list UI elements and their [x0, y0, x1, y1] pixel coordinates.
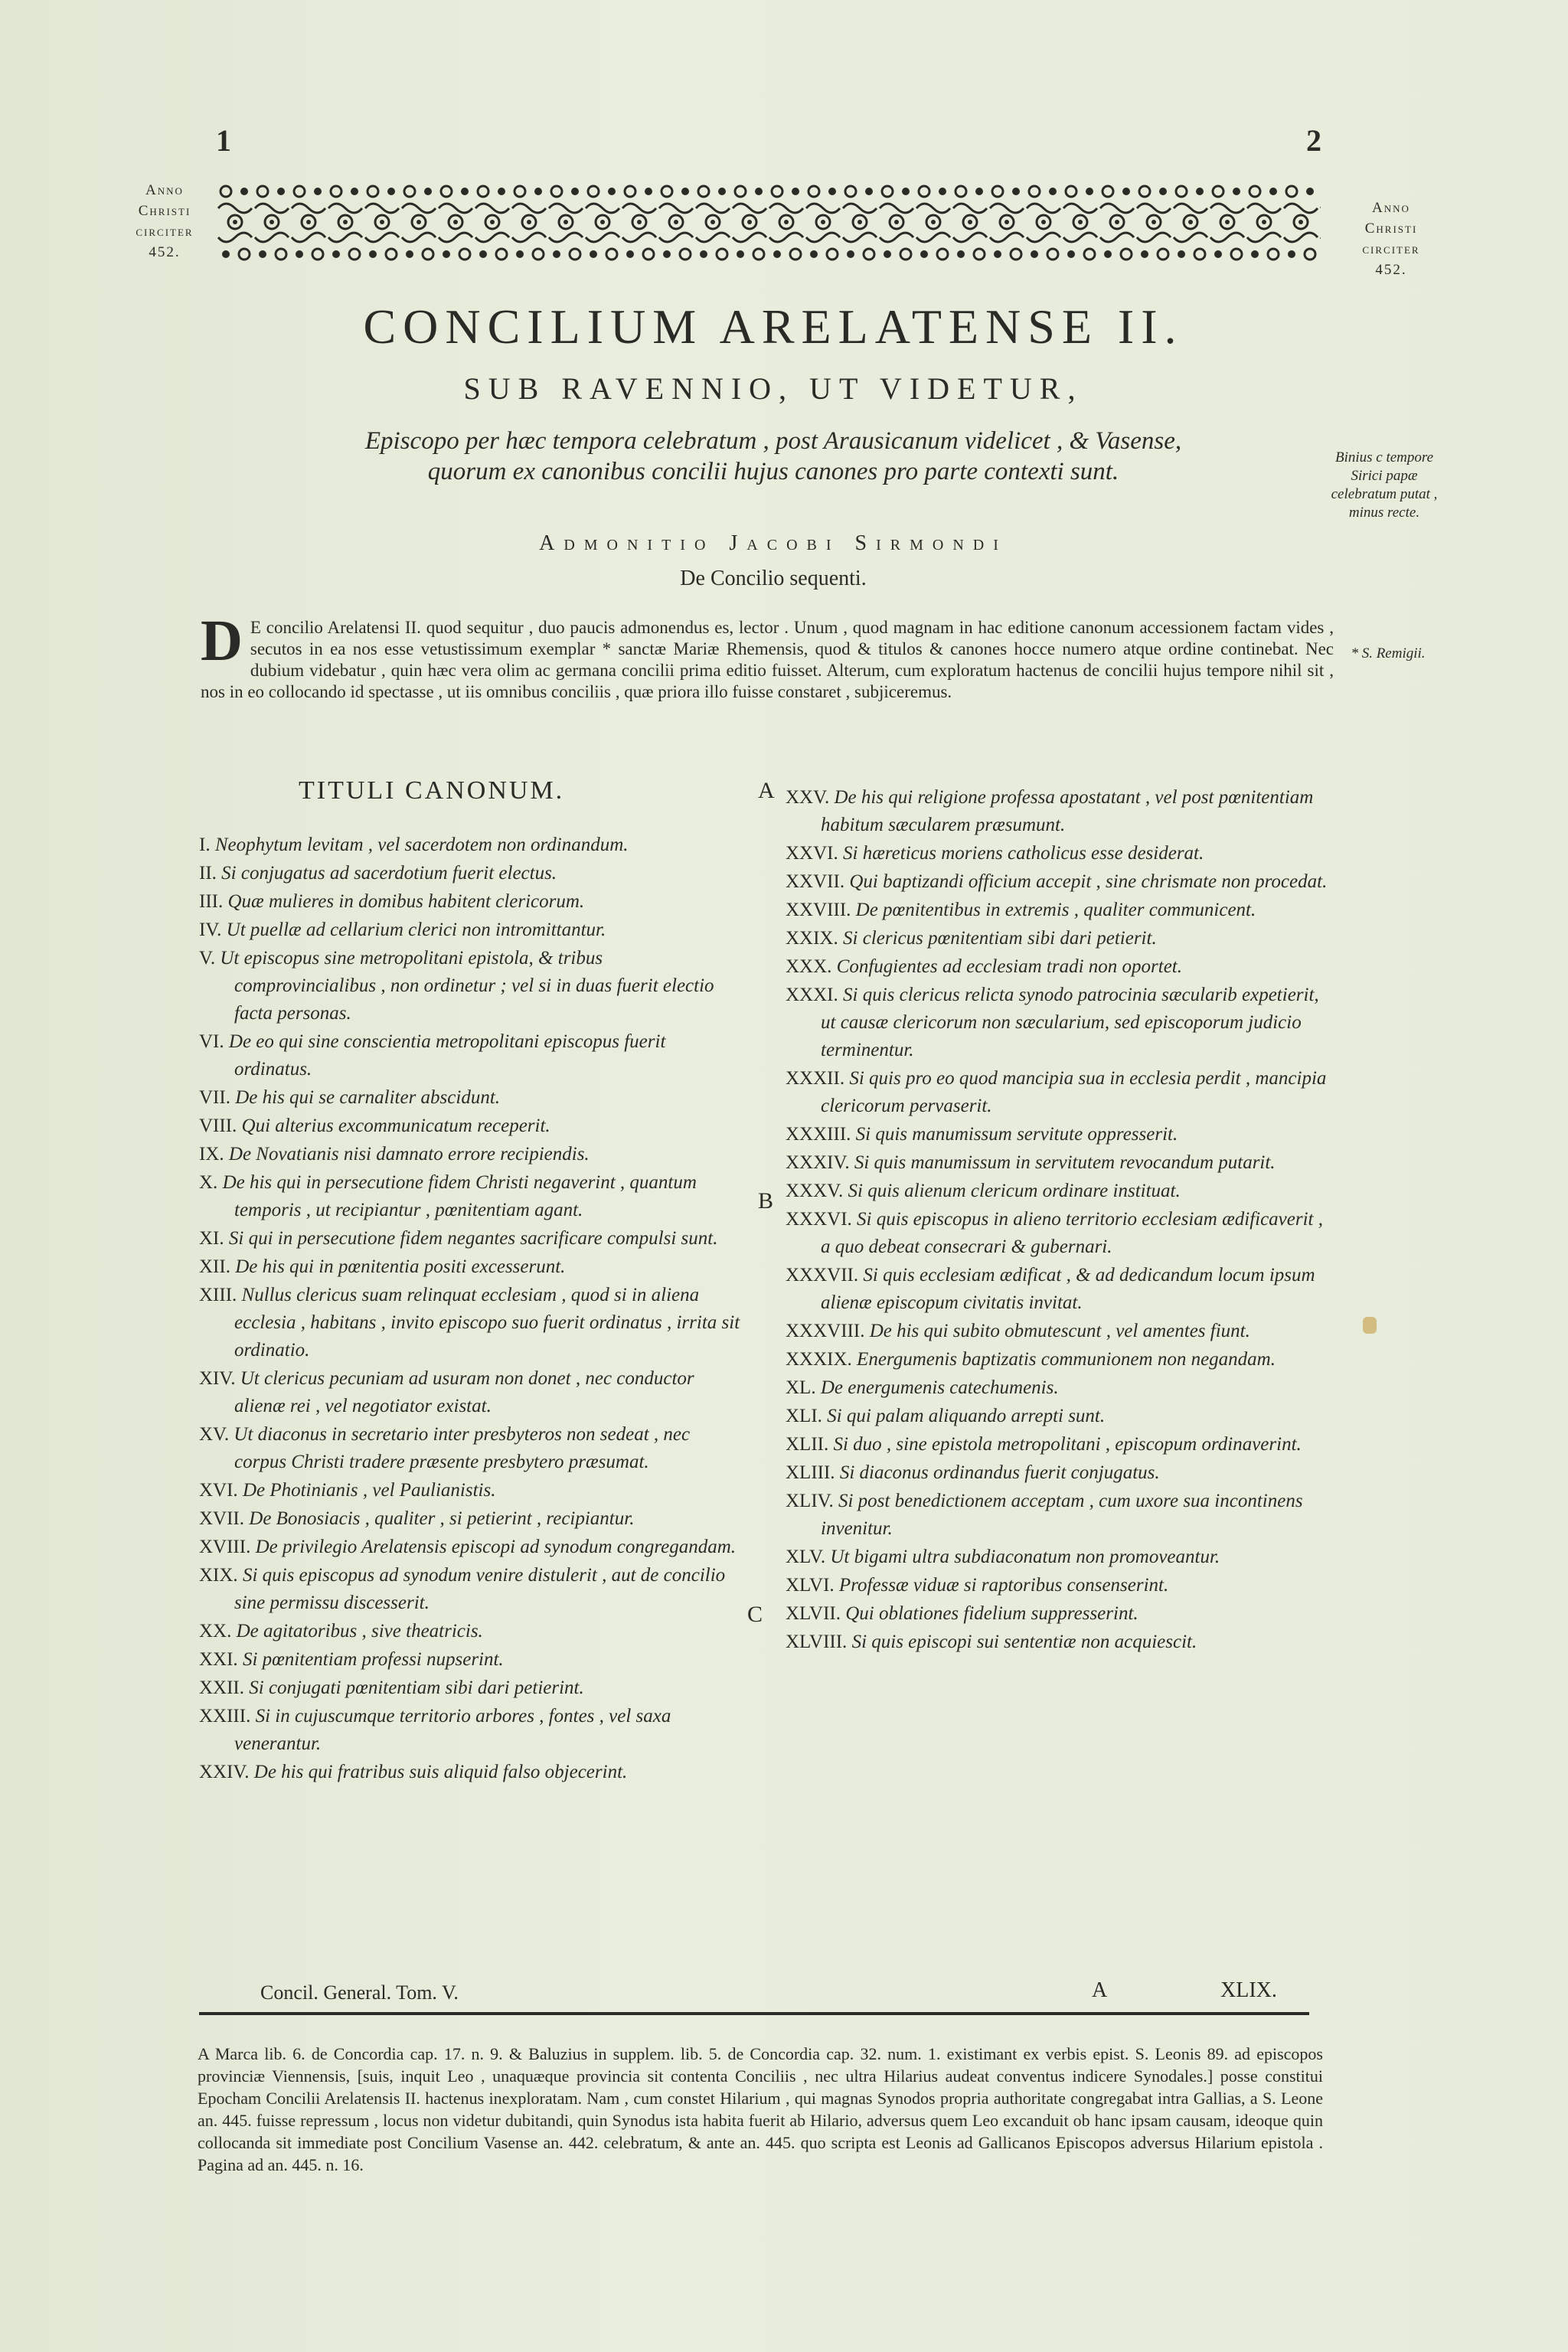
canon-text: Si quis episcopus in alieno territorio ecclesiam ædificaverit , a quo debeat consecrari & gubernari.: [821, 1209, 1323, 1257]
canon-text: Qui oblationes fidelium suppresserint.: [845, 1603, 1138, 1624]
canon-number: XIX.: [199, 1565, 238, 1586]
canons-column-left: [199, 831, 744, 1787]
canon-text: De his qui in persecutione fidem Christi negaverint , quantum temporis , ut recipiantur , pœnitentiam agant.: [222, 1172, 697, 1220]
canon-number: XXXVII.: [786, 1265, 859, 1285]
margin-note-binius: Binius c tempore Sirici papæ celebratum putat , minus recte.: [1331, 449, 1438, 521]
canon-number: II.: [199, 863, 217, 884]
canon-text: De his qui subito obmutescunt , vel amentes fiunt.: [869, 1321, 1250, 1341]
canon-entry: [786, 1600, 1331, 1628]
canon-number: XXIII.: [199, 1706, 251, 1726]
canon-number: XXI.: [199, 1649, 238, 1670]
canon-text: Si quis manumissum in servitutem revocandum putarit.: [854, 1152, 1276, 1173]
canon-number: I.: [199, 835, 211, 855]
canon-entry: [199, 1169, 744, 1224]
canon-number: XLVII.: [786, 1603, 841, 1624]
canon-entry: [786, 1346, 1331, 1374]
anno-line: 452.: [1375, 262, 1407, 278]
concilium-title: CONCILIUM ARELATENSE II.: [363, 299, 1184, 354]
canon-text: De pœnitentibus in extremis , qualiter communicent.: [855, 900, 1256, 920]
volume-footer: Concil. General. Tom. V.: [260, 1981, 459, 2004]
anno-line: circiter: [136, 224, 194, 240]
canon-entry: [199, 1028, 744, 1083]
canon-number: XLV.: [786, 1547, 826, 1567]
canon-entry: [786, 840, 1331, 867]
canon-number: XXV.: [786, 787, 830, 808]
canon-number: III.: [199, 891, 224, 912]
canon-text: De Novatianis nisi damnato errore recipiendis.: [228, 1144, 590, 1165]
section-letter-c: C: [747, 1602, 763, 1627]
canon-text: Qui alterius excommunicatum receperit.: [241, 1116, 550, 1136]
canon-entry: [786, 1403, 1331, 1430]
canon-number: IX.: [199, 1144, 224, 1165]
canon-number: XXXI.: [786, 985, 838, 1005]
canon-text: Si quis episcopi sui sententiæ non acquiescit.: [851, 1632, 1197, 1652]
canon-number: XXXIV.: [786, 1152, 850, 1173]
canon-number: VII.: [199, 1087, 230, 1108]
section-letter-b: B: [758, 1188, 774, 1214]
catchword: XLIX.: [1220, 1978, 1277, 2002]
canon-entry: [199, 831, 744, 859]
canon-entry: [786, 1178, 1331, 1205]
canon-number: XII.: [199, 1256, 230, 1277]
concilium-subtitle: SUB RAVENNIO, UT VIDETUR,: [463, 371, 1083, 406]
anno-christi-left: [115, 180, 214, 263]
canon-text: Ut puellæ ad cellarium clerici non intromittantur.: [226, 920, 606, 940]
canon-entry: [199, 1505, 744, 1533]
canon-text: Si hæreticus moriens catholicus esse desiderat.: [843, 843, 1204, 864]
canon-number: XLI.: [786, 1406, 822, 1426]
canon-text: Ut episcopus sine metropolitani epistola, & tribus comprovincialibus , non ordinetur ; vel si in duas fuerit electio facta personas.: [220, 948, 714, 1024]
canon-entry: [199, 916, 744, 944]
canon-text: De his qui religione professa apostatant , vel post pœnitentiam habitum sæcularem præsumunt.: [821, 787, 1314, 835]
canon-entry: [199, 1534, 744, 1561]
canon-number: XX.: [199, 1621, 232, 1642]
canon-text: Si qui palam aliquando arrepti sunt.: [827, 1406, 1106, 1426]
canon-number: VIII.: [199, 1116, 237, 1136]
canon-number: XXVIII.: [786, 900, 851, 920]
canon-entry: [199, 1365, 744, 1420]
canon-entry: [786, 1628, 1331, 1656]
canon-entry: [199, 1477, 744, 1504]
canon-text: Si conjugati pœnitentiam sibi dari petierint.: [249, 1677, 584, 1698]
ornamental-header-band: [217, 178, 1321, 268]
canon-text: Si duo , sine epistola metropolitani , episcopum ordinaverint.: [833, 1434, 1302, 1455]
paper-stain: [1363, 1317, 1377, 1334]
canon-entry: [199, 888, 744, 916]
canon-entry: [199, 945, 744, 1027]
canon-entry: [786, 1488, 1331, 1543]
canon-text: Si post benedictionem acceptam , cum uxore sua incontinens invenitur.: [821, 1491, 1303, 1539]
canon-text: Si qui in persecutione fidem negantes sacrificare compulsi sunt.: [228, 1228, 718, 1249]
canon-text: Professæ viduæ si raptoribus consenserint.: [838, 1575, 1169, 1596]
footnote-text: A Marca lib. 6. de Concordia cap. 17. n. 9. & Baluzius in supplem. lib. 5. de Concordia cap. 32. num. 1. existimant ex verbis epist. S. Leonis 89. ad episcopos provinciæ Viennensis, [suis, inquit Leo , unaquæque provincia sit contenta Conciliis , nec ultra Hilarius audeat conventus indicere Synodales.] posse constitui Epocham Concilii Arelatensis II. hactenus inexploratam. Nam , cum constet Hilarium , qui magnas Synodos propria authoritate congregabat intra Gallias, a S. Leone an. 445. fuisse repressum , locus non videtur dubitandi, quin Synodus ista habita fuerit ab Hilario, adversus quem Leo excanduit ob hanc ipsam causam, ideoque quin collocanda sit immediate post Concilium Vasense an. 442. celebratum, & ante an. 445. quo scripta est Leonis ad Gallicanos Episcopos adversus Hilarium epistola . Pagina ad an. 445. n. 16.: [198, 2044, 1323, 2174]
canon-number: XVII.: [199, 1508, 245, 1529]
canon-number: XXX.: [786, 956, 832, 977]
margin-note-remigius: * S. Remigii.: [1351, 645, 1426, 662]
canon-number: XXXVIII.: [786, 1321, 865, 1341]
anno-line: Christi: [1364, 220, 1418, 237]
canon-text: Si quis pro eo quod mancipia sua in ecclesia perdit , mancipia clericorum pervaserit.: [821, 1068, 1327, 1116]
canon-number: XXXIX.: [786, 1349, 852, 1370]
canon-entry: [199, 1618, 744, 1645]
canon-text: De eo qui sine conscientia metropolitani episcopus fuerit ordinatus.: [228, 1031, 666, 1080]
canon-text: De his qui se carnaliter abscidunt.: [235, 1087, 501, 1108]
canon-text: Si quis episcopus ad synodum venire distulerit , aut de concilio sine permissu discesserit.: [234, 1565, 726, 1613]
anno-christi-right: [1341, 198, 1441, 280]
canon-number: XXIX.: [786, 928, 838, 949]
canon-number: XLVI.: [786, 1575, 835, 1596]
canon-number: XXVII.: [786, 871, 845, 892]
description-line: Episcopo per hæc tempora celebratum , post Arausicanum videlicet , & Vasense,: [364, 427, 1182, 455]
canon-text: De energumenis catechumenis.: [820, 1377, 1059, 1398]
canon-number: IV.: [199, 920, 222, 940]
canon-entry: [199, 1703, 744, 1758]
canon-number: X.: [199, 1172, 218, 1193]
canon-entry: [786, 1121, 1331, 1148]
canon-number: XXXVI.: [786, 1209, 852, 1230]
canon-number: XLVIII.: [786, 1632, 848, 1652]
canon-text: Si diaconus ordinandus fuerit conjugatus.: [839, 1462, 1160, 1483]
canon-number: XLIV.: [786, 1491, 834, 1511]
signature-mark: A: [1092, 1978, 1108, 2002]
canon-text: Si quis alienum clericum ordinare instituat.: [848, 1181, 1181, 1201]
canons-heading: TITULI CANONUM.: [299, 776, 565, 805]
anno-line: 452.: [149, 244, 181, 260]
canon-number: VI.: [199, 1031, 224, 1052]
admonition-text: [201, 609, 1334, 703]
canon-number: XLIII.: [786, 1462, 835, 1483]
canons-column-right: [786, 784, 1331, 1657]
canon-entry: [786, 784, 1331, 839]
canon-entry: [786, 1149, 1331, 1177]
canon-text: Si quis clericus relicta synodo patrocinia sæcularib expetierit, ut causæ clericorum non sæcularium, sed episcoporum judicio terminentur.: [821, 985, 1319, 1060]
canon-entry: [199, 1421, 744, 1476]
canon-entry: [199, 1282, 744, 1364]
description-line: quorum ex canonibus concilii hujus canones pro parte contexti sunt.: [427, 458, 1119, 485]
canon-text: Si pœnitentiam professi nupserint.: [242, 1649, 504, 1670]
canon-number: XXXII.: [786, 1068, 845, 1089]
canon-text: De Bonosiacis , qualiter , si petierint , recipiantur.: [249, 1508, 635, 1529]
canon-text: Si conjugatus ad sacerdotium fuerit electus.: [221, 863, 557, 884]
canon-entry: [199, 1253, 744, 1281]
canon-number: XIV.: [199, 1368, 236, 1389]
canon-text: Quæ mulieres in domibus habitent clericorum.: [227, 891, 585, 912]
anno-line: circiter: [1362, 241, 1420, 257]
canon-text: Neophytum levitam , vel sacerdotem non ordinandum.: [214, 835, 629, 855]
canon-number: XXVI.: [786, 843, 838, 864]
canon-text: De his qui fratribus suis aliquid falso objecerint.: [253, 1762, 628, 1782]
canon-text: Qui baptizandi officium accepit , sine chrismate non procedat.: [849, 871, 1328, 892]
footnote-rule: [199, 2012, 1309, 2015]
title-description: [199, 426, 1348, 487]
canon-text: Confugientes ad ecclesiam tradi non oportet.: [836, 956, 1183, 977]
canon-number: XXXIII.: [786, 1124, 851, 1145]
canon-entry: [786, 1374, 1331, 1402]
canon-entry: [786, 1262, 1331, 1317]
canon-entry: [786, 953, 1331, 981]
canon-number: XXII.: [199, 1677, 245, 1698]
canon-number: XVIII.: [199, 1537, 251, 1557]
canon-entry: [199, 1646, 744, 1674]
canon-entry: [786, 1431, 1331, 1459]
anno-line: Anno: [1372, 200, 1410, 216]
canon-text: Ut bigami ultra subdiaconatum non promoveantur.: [830, 1547, 1220, 1567]
canon-number: XVI.: [199, 1480, 238, 1501]
canon-text: Nullus clericus suam relinquat ecclesiam , quod si in aliena ecclesia , habitans , invito episcopo suo fuerit ordinatus , irrita sit ordinatio.: [234, 1285, 740, 1361]
canon-entry: [199, 1112, 744, 1140]
canon-text: Si quis ecclesiam ædificat , & ad dedicandum locum ipsum alienæ episcopum civitatis invitat.: [821, 1265, 1315, 1313]
canon-entry: [199, 1674, 744, 1702]
canon-text: Ut clericus pecuniam ad usuram non donet , nec conductor alienæ rei , vel negotiator existat.: [234, 1368, 694, 1416]
canon-text: De agitatoribus , sive theatricis.: [236, 1621, 483, 1642]
canon-entry: [786, 897, 1331, 924]
anno-line: Anno: [145, 182, 184, 198]
canon-entry: [786, 982, 1331, 1064]
canon-text: Si clericus pœnitentiam sibi dari petierit.: [843, 928, 1157, 949]
canon-number: XXIV.: [199, 1762, 250, 1782]
anno-line: Christi: [138, 203, 191, 219]
canon-entry: [786, 1459, 1331, 1487]
canon-entry: [199, 1759, 744, 1786]
canon-text: Si in cujuscumque territorio arbores , fontes , vel saxa venerantur.: [234, 1706, 671, 1754]
canon-entry: [786, 1544, 1331, 1571]
canon-number: XI.: [199, 1228, 224, 1249]
canon-entry: [786, 1318, 1331, 1345]
canon-text: Energumenis baptizatis communionem non negandam.: [857, 1349, 1276, 1370]
canon-number: XLII.: [786, 1434, 829, 1455]
drop-cap: D: [201, 609, 243, 673]
canon-text: De privilegio Arelatensis episcopi ad synodum congregandam.: [255, 1537, 737, 1557]
canon-number: V.: [199, 948, 216, 969]
canon-entry: [199, 1141, 744, 1168]
canon-entry: [199, 1225, 744, 1253]
canon-number: XIII.: [199, 1285, 237, 1305]
canon-text: De his qui in pœnitentia positi excesserunt.: [235, 1256, 566, 1277]
section-letter-a: A: [758, 778, 775, 803]
canon-number: XL.: [786, 1377, 816, 1398]
canon-text: Ut diaconus in secretario inter presbyteros non sedeat , nec corpus Christi tradere præsente presbytero præsumat.: [234, 1424, 691, 1472]
canon-text: De Photinianis , vel Paulianistis.: [242, 1480, 496, 1501]
canon-entry: [786, 1065, 1331, 1120]
canon-entry: [199, 1562, 744, 1617]
canon-entry: [199, 1084, 744, 1112]
canon-number: XV.: [199, 1424, 230, 1445]
admonition-subheading: De Concilio sequenti.: [680, 567, 867, 590]
page-number-left: 1: [216, 123, 231, 158]
canon-entry: [786, 1572, 1331, 1599]
canon-number: XXXV.: [786, 1181, 844, 1201]
admonition-body: E concilio Arelatensi II. quod sequitur , duo paucis admonendus es, lector . Unum , quod magnam in hac editione canonum accessionem factam vides , secutos in ea nos esse vetustissimum exemplar * sanctæ Mariæ Rhemensis, quod & titulos & canones hocce numero atque ordine continebat. Nec dubium videbatur , quin hæc vera olim ac germana concilii prima editio fuisset. Alterum, cum exploratum hactenus de concilii hujus tempore nihil sit , nos in eo collocando id spectasse , ut iis omnibus conciliis , quæ priora illo fuisse constaret , subjiceremus.: [201, 618, 1334, 701]
canon-entry: [786, 925, 1331, 952]
canon-entry: [199, 860, 744, 887]
canon-entry: [786, 868, 1331, 896]
page-number-right: 2: [1306, 123, 1321, 158]
admonition-heading: Admonitio Jacobi Sirmondi: [539, 531, 1008, 555]
canon-entry: [786, 1206, 1331, 1261]
canon-text: Si quis manumissum servitute oppresserit.: [855, 1124, 1178, 1145]
